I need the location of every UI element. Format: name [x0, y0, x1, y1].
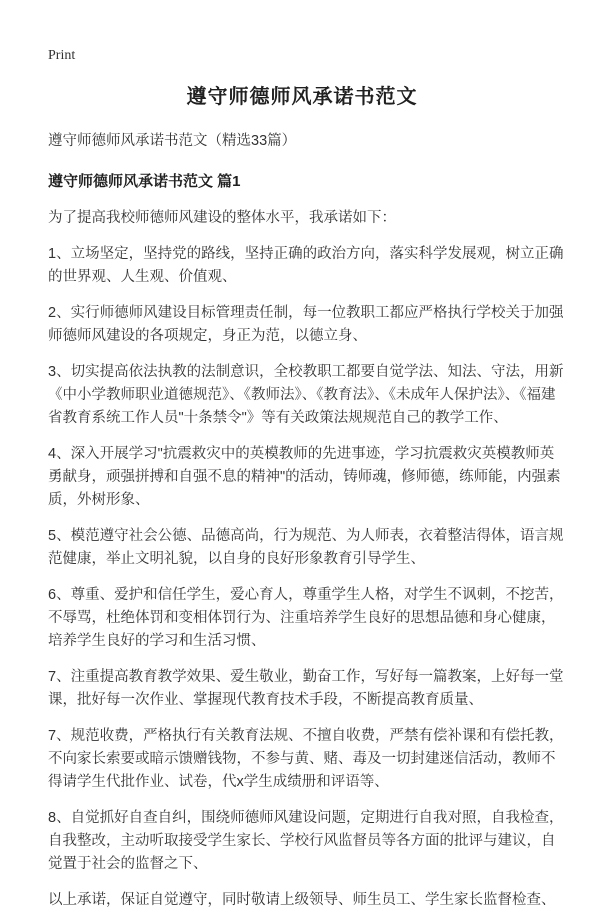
list-paragraph-5: 5、模范遵守社会公德、品德高尚，行为规范、为人师表，衣着整洁得体，语言规范健康，举止文明礼貌，以自身的良好形象教育引导学生、: [48, 528, 564, 567]
list-paragraph-3: 3、切实提高依法执教的法制意识，全校教职工都要自觉学法、知法、守法，用新《中小学教师职业道德规范》、《教师法》、《教育法》、《未成年人保护法》、《福建省教育系统工作人员"十条禁令"》等有关政策法规规范自己的教学工作、: [48, 364, 564, 426]
list-paragraph-7a: 7、注重提高教育教学效果、爱生敬业，勤奋工作，写好每一篇教案，上好每一堂课，批好每一次作业、掌握现代教育技术手段，不断提高教育质量、: [48, 669, 564, 708]
list-paragraph-6: 6、尊重、爱护和信任学生，爱心育人，尊重学生人格，对学生不讽刺，不挖苦，不辱骂，杜绝体罚和变相体罚行为、注重培养学生良好的思想品德和身心健康，培养学生良好的学习和生活习惯、: [48, 587, 564, 649]
closing-paragraph: 以上承诺，保证自觉遵守，同时敬请上级领导、师生员工、学生家长监督检查、: [48, 892, 556, 908]
intro-paragraph: 为了提高我校师德师风建设的整体水平，我承诺如下：: [48, 210, 396, 226]
list-paragraph-4: 4、深入开展学习"抗震救灾中的英模教师的先进事迹，学习抗震救灾英模教师英勇献身，顽强拼搏和自强不息的精神"的活动，铸师魂，修师德，练师能，内强素质，外树形象、: [48, 446, 561, 508]
page-title: 遵守师德师风承诺书范文: [186, 86, 418, 108]
document-subtitle: 遵守师德师风承诺书范文（精选33篇）: [48, 133, 297, 149]
list-paragraph-7b: 7、规范收费，严格执行有关教育法规、不擅自收费，严禁有偿补课和有偿托教，不向家长索要或暗示馈赠钱物，不参与黄、赌、毒及一切封建迷信活动，教师不得请学生代批作业、试卷，代x学生成绩册和评语等、: [48, 728, 564, 790]
list-paragraph-1: 1、立场坚定，坚持党的路线，坚持正确的政治方向，落实科学发展观，树立正确的世界观、人生观、价值观、: [48, 246, 564, 285]
list-paragraph-8: 8、自觉抓好自查自纠，围绕师德师风建设问题，定期进行自我对照，自我检查，自我整改，主动听取接受学生家长、学校行风监督员等各方面的批评与建议，自觉置于社会的监督之下、: [48, 810, 564, 872]
print-button[interactable]: Print: [48, 48, 76, 63]
list-paragraph-2: 2、实行师德师风建设目标管理责任制，每一位教职工都应严格执行学校关于加强师德师风建设的各项规定，身正为范，以德立身、: [48, 305, 564, 344]
section-heading-part1: 遵守师德师风承诺书范文 篇1: [48, 173, 241, 190]
